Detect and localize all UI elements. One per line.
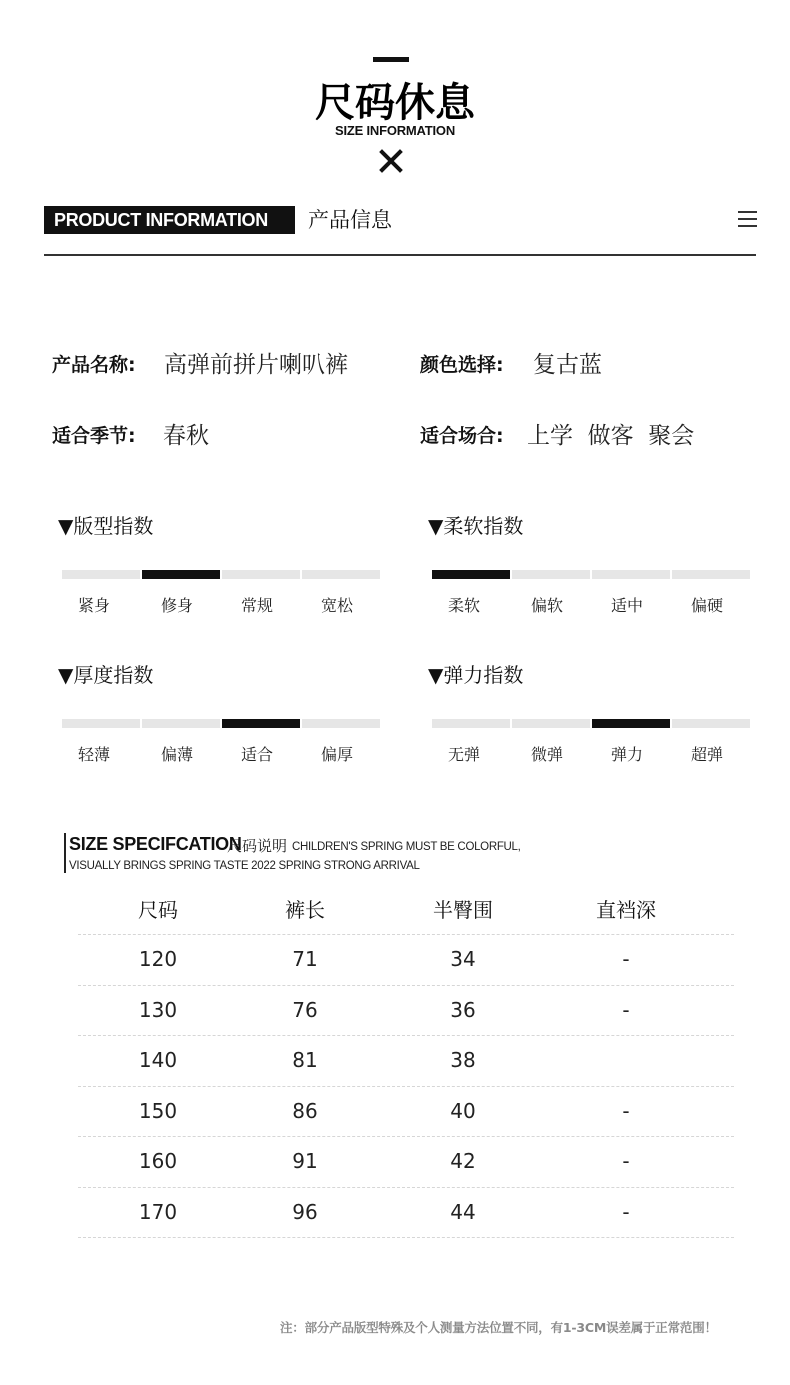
index-label: 超弹 bbox=[690, 745, 723, 764]
index-title: ▼柔软指数 bbox=[428, 514, 524, 538]
index-bar bbox=[512, 719, 590, 728]
row-divider bbox=[78, 1136, 734, 1137]
index-label: 偏薄 bbox=[160, 745, 193, 764]
measurement-note: 注：部分产品版型特殊及个人测量方法位置不同，有1-3CM误差属于正常范围！ bbox=[280, 1320, 717, 1335]
index-label: 偏硬 bbox=[690, 596, 723, 615]
index-label: 适中 bbox=[610, 596, 643, 615]
table-header-cell: 直裆深 bbox=[596, 898, 656, 922]
row-divider bbox=[78, 1086, 734, 1087]
page-subtitle: SIZE INFORMATION bbox=[334, 123, 456, 138]
index-bar-active bbox=[592, 719, 670, 728]
size-spec-heading-cn: 尺码说明 bbox=[227, 837, 288, 855]
product-info-badge: PRODUCT INFORMATION bbox=[44, 206, 295, 234]
index-bar bbox=[62, 570, 140, 579]
index-bar bbox=[302, 570, 380, 579]
index-label: 偏厚 bbox=[320, 745, 353, 764]
occasion-value: 上学 做客 聚会 bbox=[527, 423, 695, 449]
table-cell: - bbox=[622, 1200, 630, 1224]
index-label: 弹力 bbox=[610, 745, 643, 764]
table-cell: 160 bbox=[138, 1149, 178, 1173]
table-cell: 36 bbox=[450, 998, 476, 1022]
table-header-cell: 裤长 bbox=[285, 898, 325, 922]
close-x-icon bbox=[378, 148, 404, 174]
table-header-cell: 尺码 bbox=[138, 898, 178, 922]
index-title: ▼版型指数 bbox=[58, 514, 154, 538]
table-cell: 76 bbox=[292, 998, 318, 1022]
index-label: 偏软 bbox=[530, 596, 563, 615]
index-label: 适合 bbox=[240, 745, 273, 764]
table-cell: - bbox=[622, 1149, 630, 1173]
product-info-title: 产品信息 bbox=[308, 208, 392, 232]
size-spec-heading: SIZE SPECIFCATION bbox=[69, 834, 242, 854]
index-label: 无弹 bbox=[447, 745, 480, 764]
table-cell: 40 bbox=[450, 1099, 476, 1123]
table-cell: 81 bbox=[292, 1048, 318, 1072]
table-cell: 44 bbox=[450, 1200, 476, 1224]
index-bar bbox=[672, 570, 750, 579]
index-bar bbox=[302, 719, 380, 728]
table-cell: - bbox=[622, 998, 630, 1022]
table-header-cell: 半臀围 bbox=[433, 898, 493, 922]
table-cell: 38 bbox=[450, 1048, 476, 1072]
index-bar bbox=[222, 570, 300, 579]
row-divider bbox=[78, 985, 734, 986]
index-bar bbox=[432, 719, 510, 728]
table-cell: - bbox=[622, 947, 630, 971]
index-bar bbox=[672, 719, 750, 728]
row-divider bbox=[78, 1187, 734, 1188]
table-cell: 120 bbox=[138, 947, 178, 971]
table-cell: 71 bbox=[292, 947, 318, 971]
row-divider bbox=[78, 934, 734, 935]
table-cell: 140 bbox=[138, 1048, 178, 1072]
size-spec-tagline-2: VISUALLY BRINGS SPRING TASTE 2022 SPRING STRONG ARRIVAL bbox=[69, 860, 420, 872]
row-divider bbox=[78, 1237, 734, 1238]
spec-accent-line bbox=[64, 833, 66, 873]
index-bar-active bbox=[432, 570, 510, 579]
occasion-label: 适合场合: bbox=[420, 425, 504, 447]
page-title: 尺码休息 bbox=[315, 80, 475, 126]
season-value: 春秋 bbox=[163, 423, 209, 449]
table-cell: 42 bbox=[450, 1149, 476, 1173]
index-title: ▼厚度指数 bbox=[58, 663, 154, 687]
row-divider bbox=[78, 1035, 734, 1036]
index-label: 宽松 bbox=[320, 596, 353, 615]
season-label: 适合季节: bbox=[52, 425, 136, 447]
section-divider bbox=[44, 254, 756, 256]
index-title: ▼弹力指数 bbox=[428, 663, 524, 687]
index-label: 柔软 bbox=[447, 596, 480, 615]
table-cell: - bbox=[622, 1099, 630, 1123]
index-bar bbox=[142, 719, 220, 728]
table-cell: 34 bbox=[450, 947, 476, 971]
table-cell: 86 bbox=[292, 1099, 318, 1123]
size-spec-tagline-1: CHILDREN'S SPRING MUST BE COLORFUL, bbox=[292, 841, 521, 853]
index-label: 紧身 bbox=[77, 596, 110, 615]
product-name-label: 产品名称: bbox=[52, 354, 136, 376]
index-bar bbox=[512, 570, 590, 579]
index-label: 修身 bbox=[160, 596, 193, 615]
table-cell: 150 bbox=[138, 1099, 178, 1123]
index-label: 常规 bbox=[240, 596, 273, 615]
product-name-value: 高弹前拼片喇叭裤 bbox=[164, 352, 348, 378]
color-label: 颜色选择: bbox=[420, 354, 504, 376]
table-cell: 96 bbox=[292, 1200, 318, 1224]
index-label: 轻薄 bbox=[77, 745, 110, 764]
index-bar-active bbox=[222, 719, 300, 728]
table-cell: 130 bbox=[138, 998, 178, 1022]
index-bar bbox=[592, 570, 670, 579]
index-label: 微弹 bbox=[530, 745, 563, 764]
menu-icon[interactable] bbox=[738, 211, 758, 227]
color-value: 复古蓝 bbox=[533, 352, 602, 378]
table-cell: 170 bbox=[138, 1200, 178, 1224]
index-bar bbox=[62, 719, 140, 728]
table-cell: 91 bbox=[292, 1149, 318, 1173]
top-dash bbox=[373, 57, 409, 62]
index-bar-active bbox=[142, 570, 220, 579]
